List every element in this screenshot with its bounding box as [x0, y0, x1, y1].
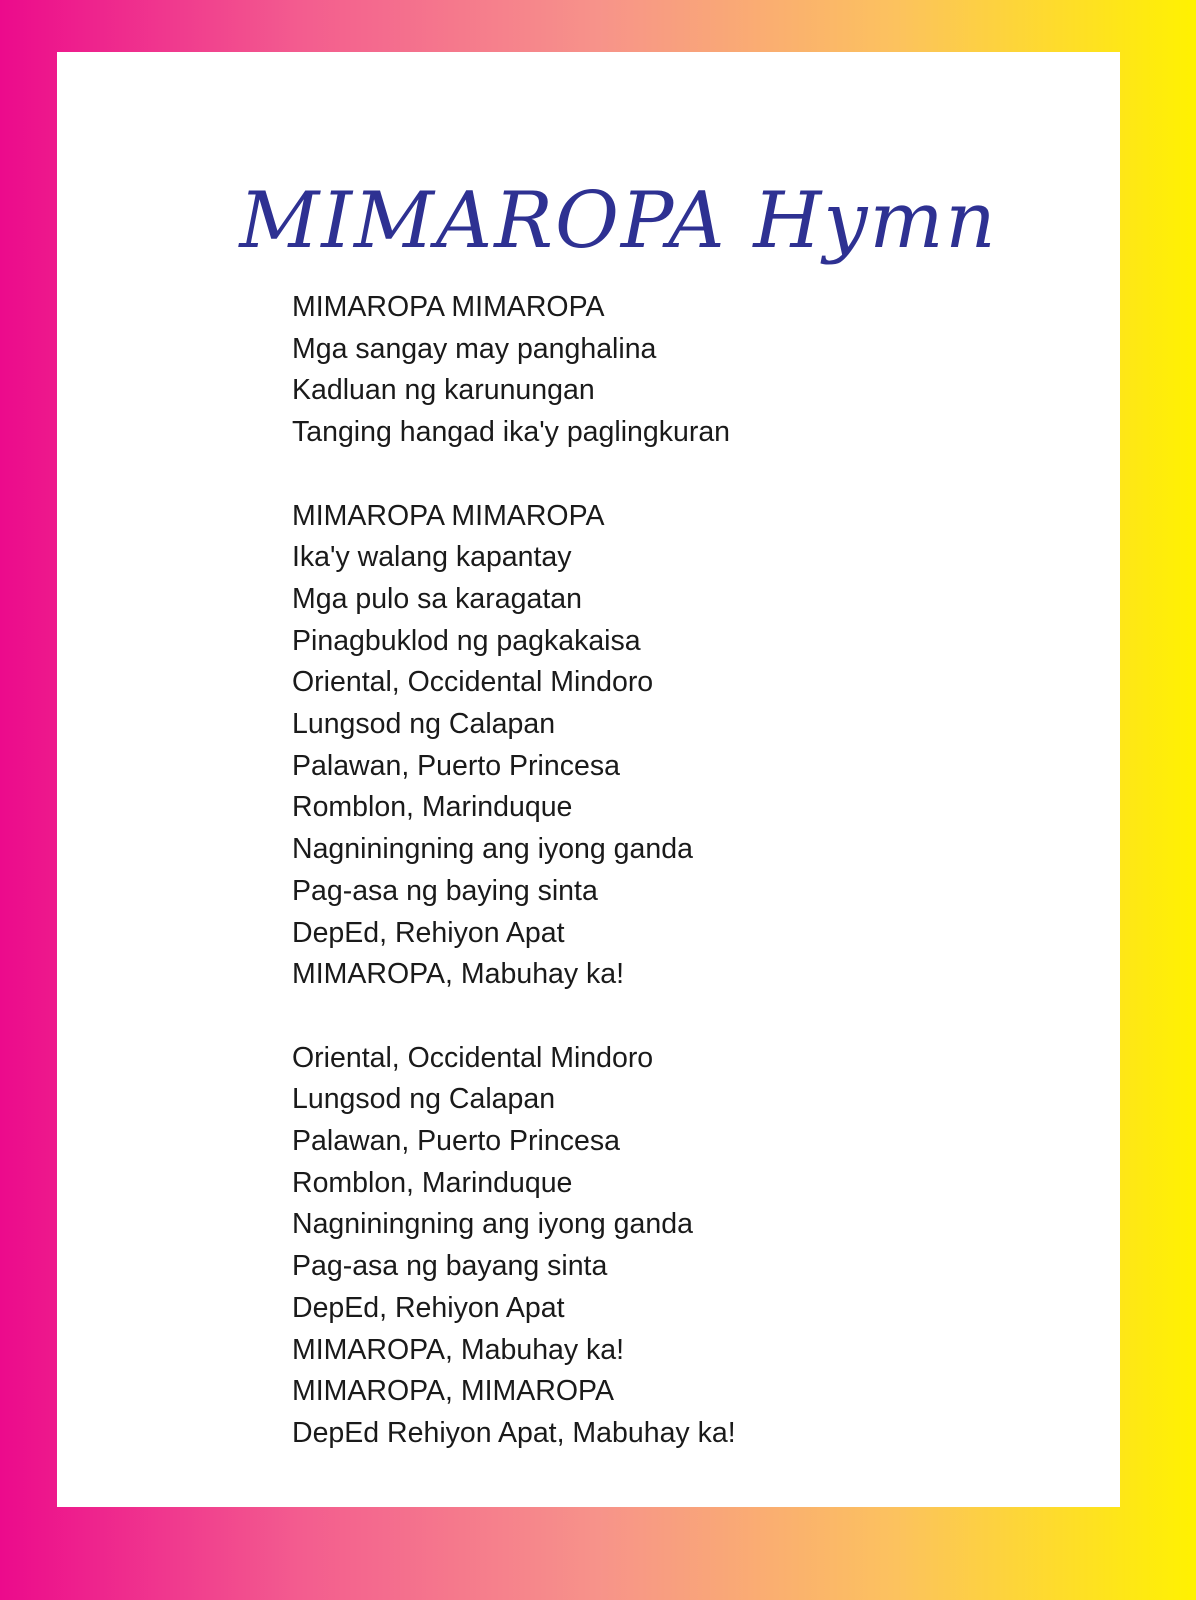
- lyric-line: DepEd Rehiyon Apat, Mabuhay ka!: [292, 1416, 736, 1449]
- lyric-line: Mga pulo sa karagatan: [292, 582, 582, 615]
- lyric-line: Pag-asa ng bayang sinta: [292, 1250, 608, 1283]
- lyric-line: MIMAROPA, Mabuhay ka!: [292, 1333, 625, 1366]
- lyric-line: Romblon, Marinduque: [292, 1166, 573, 1199]
- lyric-line: Romblon, Marinduque: [292, 791, 573, 824]
- lyric-line: Palawan, Puerto Princesa: [292, 1125, 620, 1158]
- lyric-line: Ika'y walang kapantay: [292, 541, 572, 574]
- lyric-line: Nagniningning ang iyong ganda: [292, 1208, 693, 1241]
- lyric-line: Lungsod ng Calapan: [292, 708, 556, 741]
- lyric-line: Tanging hangad ika'y paglingkuran: [292, 416, 731, 449]
- lyric-line: DepEd, Rehiyon Apat: [292, 1291, 565, 1324]
- lyric-line: Pag-asa ng baying sinta: [292, 874, 598, 907]
- lyric-line: MIMAROPA, Mabuhay ka!: [292, 958, 625, 991]
- lyric-line: MIMAROPA, MIMAROPA: [292, 1375, 614, 1408]
- lyric-line: DepEd, Rehiyon Apat: [292, 916, 565, 949]
- lyric-line: MIMAROPA MIMAROPA: [292, 499, 605, 532]
- lyric-line: Pinagbuklod ng pagkakaisa: [292, 624, 641, 657]
- lyric-line: Nagniningning ang iyong ganda: [292, 833, 693, 866]
- lyric-line: Oriental, Occidental Mindoro: [292, 1041, 654, 1074]
- lyric-line: Mga sangay may panghalina: [292, 332, 657, 365]
- stanza-2: [292, 496, 736, 996]
- lyric-line: Lungsod ng Calapan: [292, 1083, 556, 1116]
- lyrics: [292, 287, 736, 1496]
- hymn-title: MIMAROPA Hymn: [239, 176, 998, 266]
- lyric-line: Oriental, Occidental Mindoro: [292, 666, 654, 699]
- hymn-sheet: [57, 52, 1120, 1507]
- lyric-line: Palawan, Puerto Princesa: [292, 749, 620, 782]
- lyric-line: MIMAROPA MIMAROPA: [292, 291, 605, 323]
- stanza-1: [292, 287, 736, 454]
- lyric-line: Kadluan ng karunungan: [292, 374, 595, 407]
- stanza-3: [292, 1038, 736, 1455]
